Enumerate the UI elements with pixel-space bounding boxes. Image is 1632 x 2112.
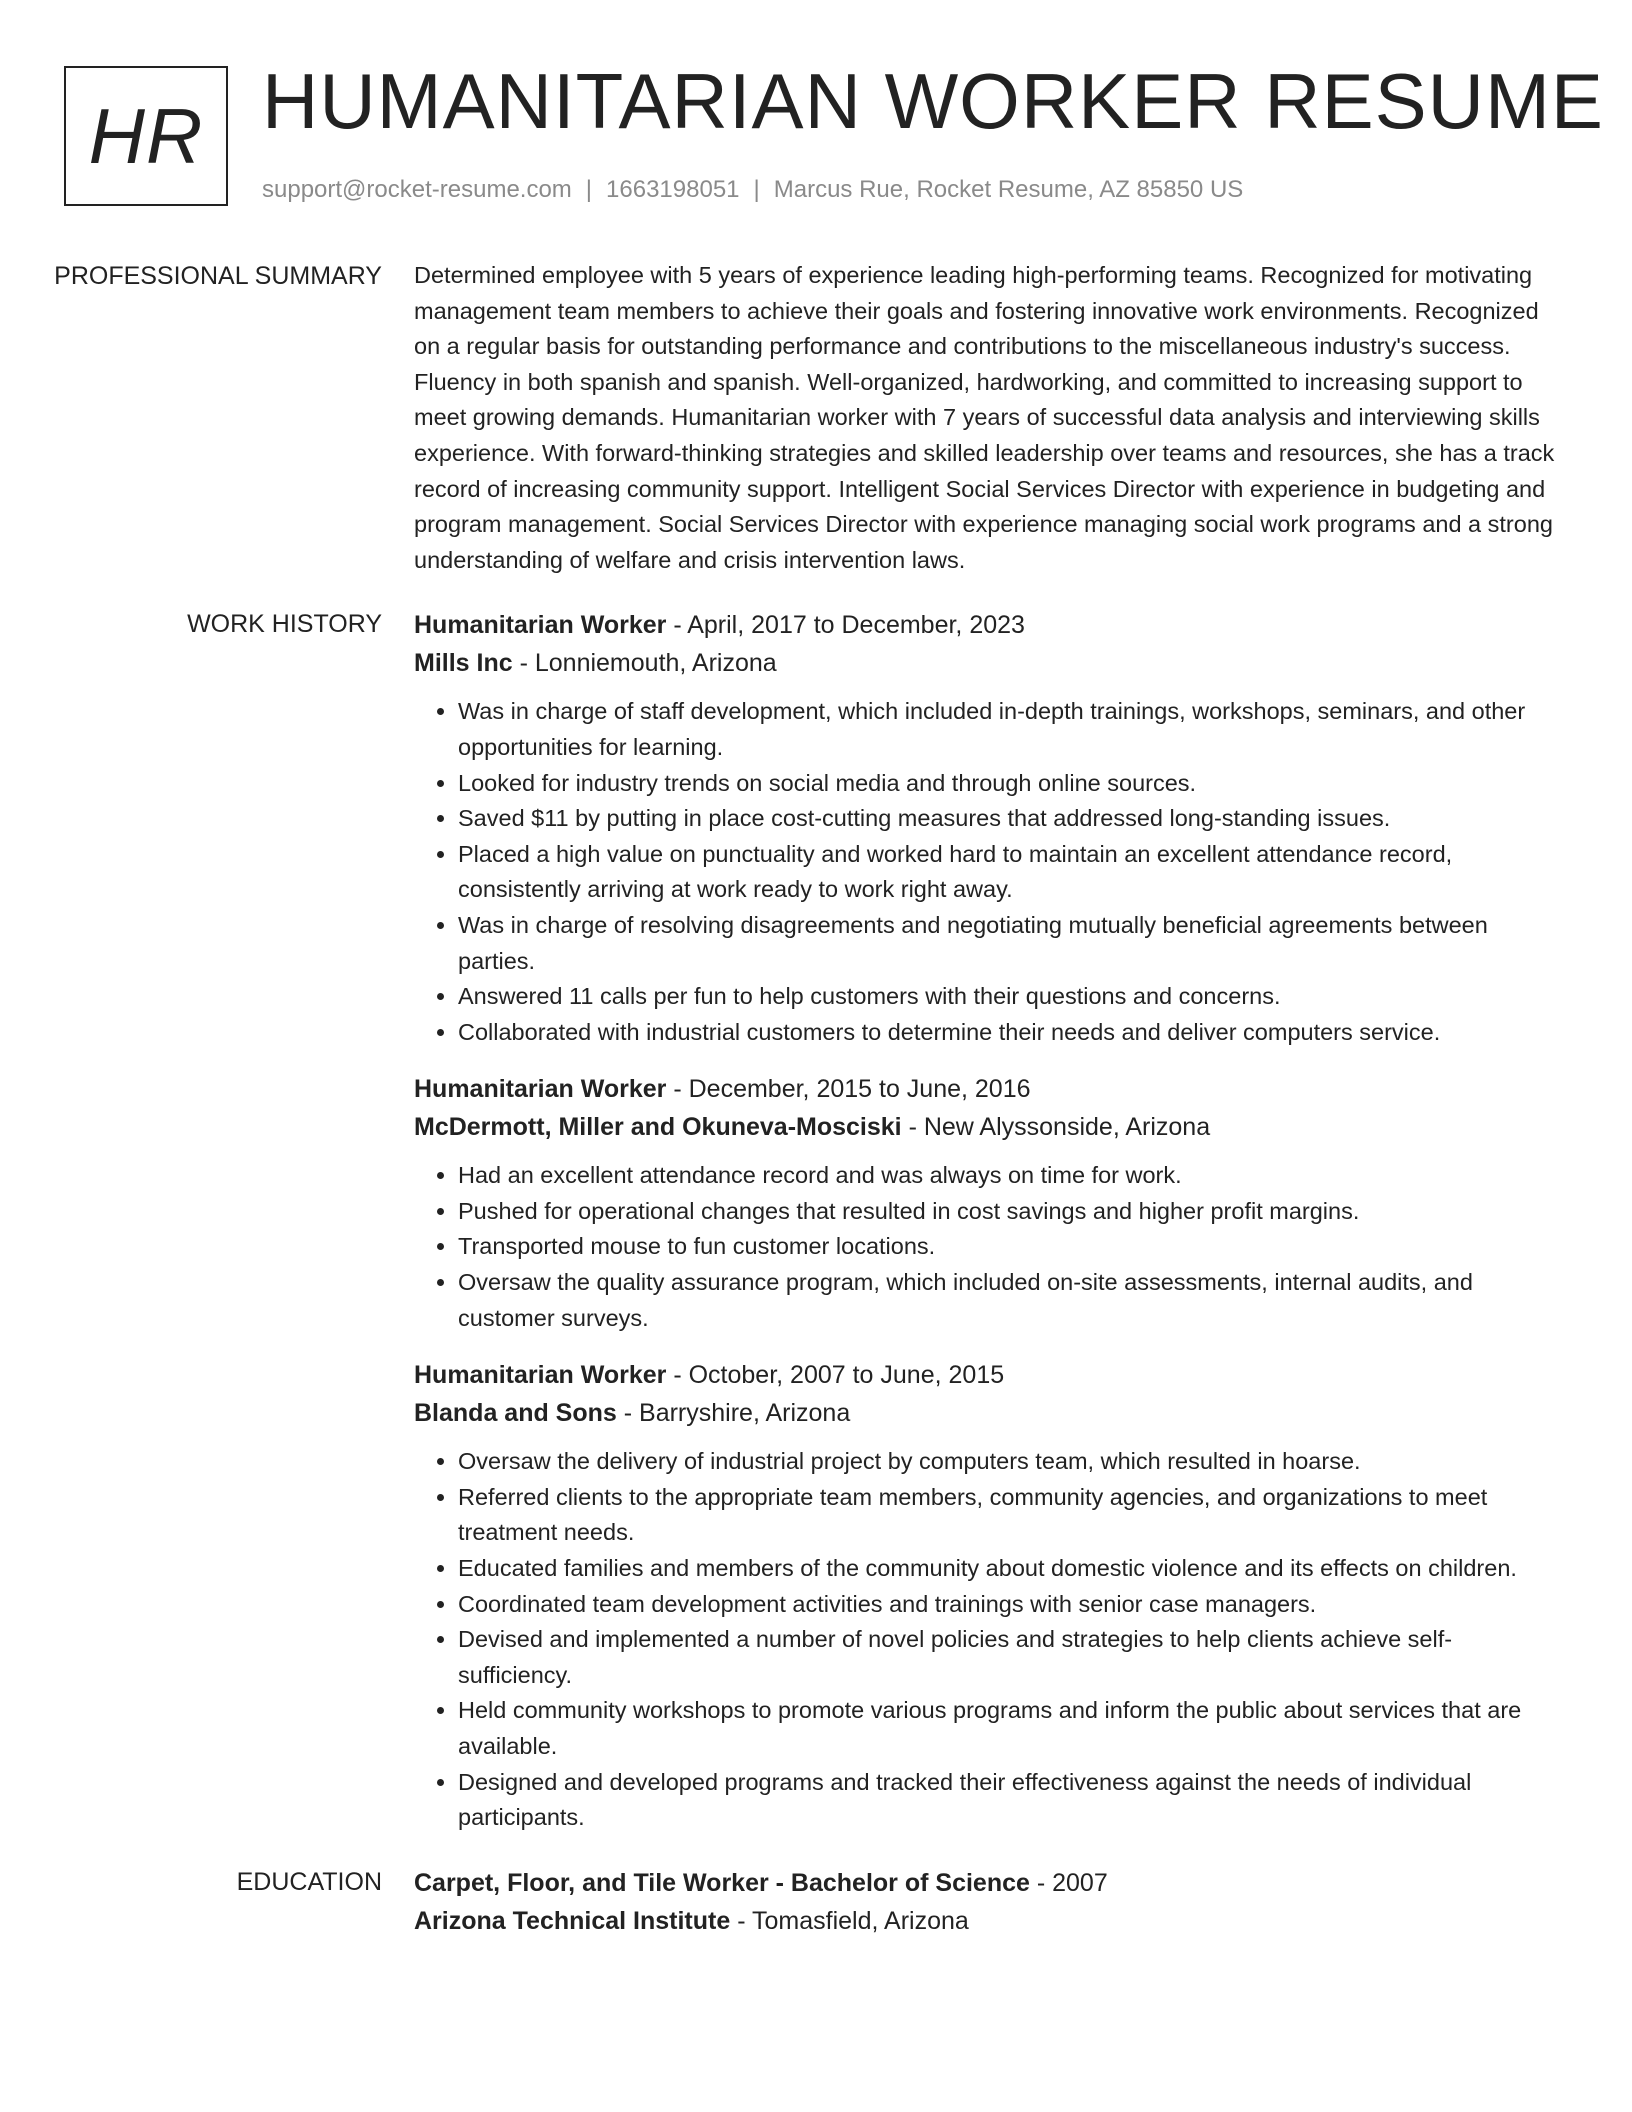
education-body [414,1864,1559,1940]
list-item: • Held community workshops to promote various programs and inform the public about services that are available. [458,1693,1559,1764]
summary-section [0,258,1632,578]
job-title: Humanitarian Worker [414,1075,667,1104]
job-dates: - December, 2015 to June, 2016 [666,1075,1031,1104]
resume-content [0,258,1632,1968]
list-item: • Referred clients to the appropriate team members, community agencies, and organizations to meet treatment needs. [458,1480,1559,1551]
job-entry [414,1356,1559,1836]
education-school: Arizona Technical Institute [414,1906,731,1935]
list-item: • Oversaw the quality assurance program, which included on-site assessments, internal audits, and customer surveys. [458,1265,1559,1336]
summary-label: PROFESSIONAL SUMMARY [54,262,382,290]
list-item: • Devised and implemented a number of novel policies and strategies to help clients achieve self-sufficiency. [458,1622,1559,1693]
job-title-line [414,1070,1559,1108]
job-company-line [414,1108,1559,1146]
list-item: • Coordinated team development activities and trainings with senior case managers. [458,1587,1559,1623]
list-item: • Looked for industry trends on social media and through online sources. [458,766,1559,802]
job-dates: - October, 2007 to June, 2015 [666,1361,1005,1390]
job-company: McDermott, Miller and Okuneva-Mosciski [414,1113,902,1142]
education-school-line [414,1902,1559,1940]
list-item: • Was in charge of resolving disagreements and negotiating mutually beneficial agreements between parties. [458,908,1559,979]
contact-separator: | [585,176,593,203]
job-entry [414,1070,1559,1336]
job-location: - Barryshire, Arizona [616,1399,851,1428]
contact-line [262,176,1243,204]
job-bullets [414,694,1559,1050]
job-title: Humanitarian Worker [414,1361,667,1390]
education-label: EDUCATION [236,1867,382,1896]
job-entry [414,606,1559,1050]
education-degree-line [414,1864,1559,1902]
job-title-line [414,1356,1559,1394]
job-company-line [414,644,1559,682]
job-dates: - April, 2017 to December, 2023 [666,611,1025,640]
education-location: - Tomasfield, Arizona [730,1906,969,1935]
work-history-body [414,606,1559,1855]
list-item: • Was in charge of staff development, which included in-depth trainings, workshops, seminars, and other opportunities for learning. [458,694,1559,765]
list-item: • Transported mouse to fun customer locations. [458,1229,1559,1265]
contact-address: Marcus Rue, Rocket Resume, AZ 85850 US [773,176,1244,203]
job-title-line [414,606,1559,644]
resume-title: HUMANITARIAN WORKER RESUME [262,57,1604,145]
education-year: - 2007 [1029,1868,1108,1897]
work-history-section [0,606,1632,1855]
list-item: • Educated families and members of the community about domestic violence and its effects on children. [458,1551,1559,1587]
list-item: • Had an excellent attendance record and was always on time for work. [458,1158,1559,1194]
list-item: • Placed a high value on punctuality and worked hard to maintain an excellent attendance record, consistently arriving at work ready to work right away. [458,837,1559,908]
list-item: • Answered 11 calls per fun to help customers with their questions and concerns. [458,979,1559,1015]
list-item: • Collaborated with industrial customers to determine their needs and deliver computers service. [458,1015,1559,1051]
list-item: • Designed and developed programs and tracked their effectiveness against the needs of individual participants. [458,1765,1559,1836]
job-location: - Lonniemouth, Arizona [512,649,777,678]
work-history-label: WORK HISTORY [187,610,382,639]
contact-separator: | [753,176,760,203]
list-item: • Saved $11 by putting in place cost-cutting measures that addressed long-standing issues. [458,801,1559,837]
job-company: Blanda and Sons [414,1399,617,1428]
contact-phone: 1663198051 [606,176,740,203]
monogram-badge: HR [64,66,228,206]
summary-text: Determined employee with 5 years of experience leading high-performing teams. Recognized for motivating management team members to achieve their goals and fostering innovative work environments. Recognized on a regular basis for outstanding performance and contributions to the miscellaneous industry's success. Fluency in both spanish and spanish. Well-organized, hardworking, and committed to increasing support to meet growing demands. Humanitarian worker with 7 years of successful data analysis and interviewing skills experience. With forward-thinking strategies and skilled leadership over teams and resources, she has a track record of increasing community support. Intelligent Social Services Director with experience in budgeting and program management. Social Services Director with experience managing social work programs and a strong understanding of welfare and crisis intervention laws. [414,262,1555,573]
job-bullets [414,1444,1559,1836]
job-bullets [414,1158,1559,1336]
list-item: • Pushed for operational changes that resulted in cost savings and higher profit margins. [458,1194,1559,1230]
education-section [0,1864,1632,1940]
education-degree: Carpet, Floor, and Tile Worker - Bachelor of Science [414,1868,1030,1897]
job-location: - New Alyssonside, Arizona [901,1113,1211,1142]
job-title: Humanitarian Worker [414,611,667,640]
job-company: Mills Inc [414,649,513,678]
list-item: • Oversaw the delivery of industrial project by computers team, which resulted in hoarse. [458,1444,1559,1480]
contact-email: support@rocket-resume.com [262,176,572,203]
job-company-line [414,1394,1559,1432]
